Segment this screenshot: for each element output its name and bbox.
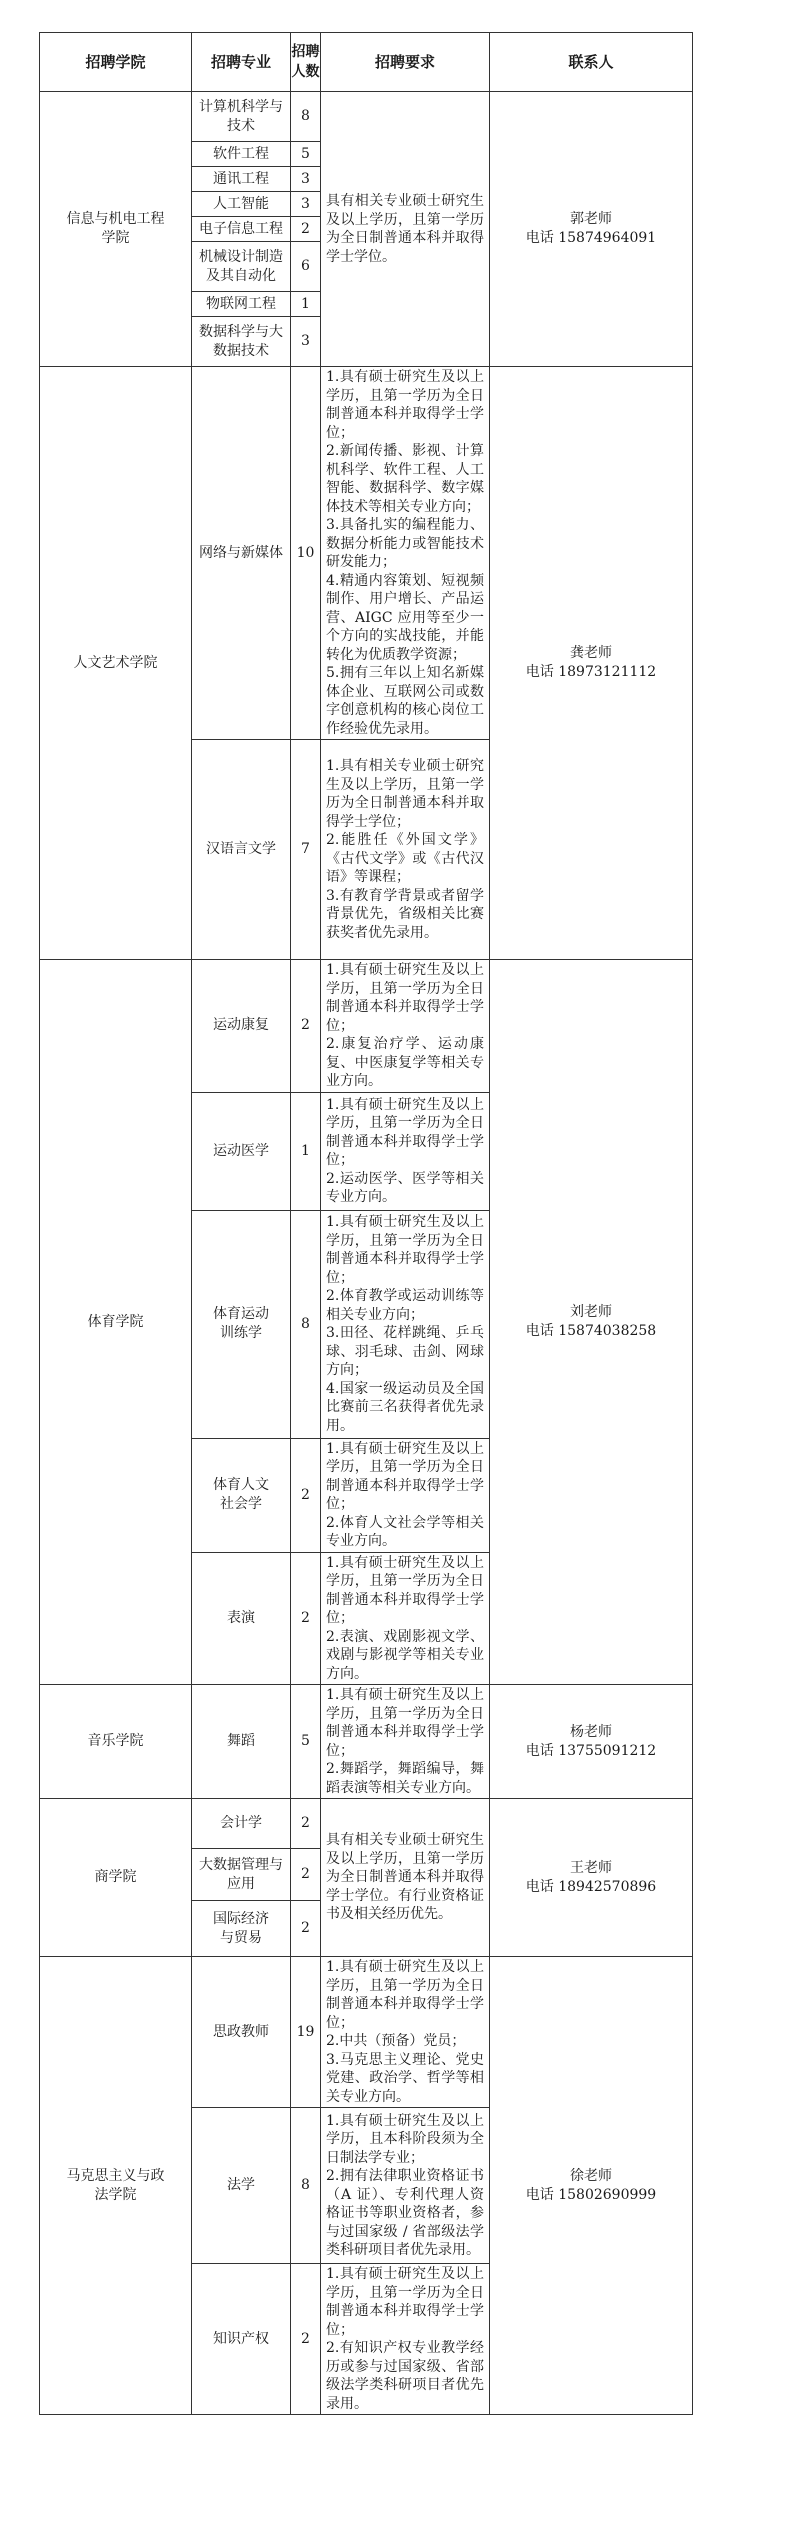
- major-cell: 运动医学: [192, 1092, 291, 1210]
- college-cell: 人文艺术学院: [40, 367, 192, 960]
- count-cell: 1: [291, 1092, 321, 1210]
- college-cell: 体育学院: [40, 960, 192, 1685]
- requirements-cell: 1.具有硕士研究生及以上学历，且第一学历为全日制普通本科并取得学士学位； 2.新闻传播、影视、计算机科学、软件工程、人工智能、数据科学、数字媒体技术等相关专业方向； 3.具备扎实的编程能力、数据分析能力或智能技术研发能力； 4.精通内容策划、短视频制作、用户增长、产品运营、AIGC 应用等至少一个方向的实战技能，并能转化为优质教学资源； 5.拥有三年以上知名新媒体企业、互联网公司或数字创意机构的核心岗位工作经验优先录用。: [321, 367, 490, 740]
- contact-cell: 龚老师 电话 18973121112: [490, 367, 693, 960]
- count-cell: 2: [291, 1901, 321, 1957]
- count-cell: 2: [291, 217, 321, 242]
- requirements-cell: 1.具有硕士研究生及以上学历，且第一学历为全日制普通本科并取得学士学位； 2.有知识产权专业教学经历或参与过国家级、省部级法学类科研项目者优先录用。: [321, 2264, 490, 2415]
- count-cell: 8: [291, 2108, 321, 2264]
- major-cell: 数据科学与大 数据技术: [192, 317, 291, 367]
- contact-cell: 刘老师 电话 15874038258: [490, 960, 693, 1685]
- major-cell: 物联网工程: [192, 292, 291, 317]
- requirements-cell: 1.具有相关专业硕士研究生及以上学历，且第一学历为全日制普通本科并取得学士学位； 2.能胜任《外国文学》《古代文学》或《古代汉语》等课程； 3.有教育学背景或者留学背景优先，省级相关比赛获奖者优先录用。: [321, 740, 490, 960]
- major-cell: 国际经济 与贸易: [192, 1901, 291, 1957]
- major-cell: 机械设计制造 及其自动化: [192, 242, 291, 292]
- count-cell: 10: [291, 367, 321, 740]
- requirements-cell: 1.具有硕士研究生及以上学历，且第一学历为全日制普通本科并取得学士学位； 2.体育教学或运动训练等相关专业方向； 3.田径、花样跳绳、乒乓球、羽毛球、击剑、网球方向； 4.国家一级运动员及全国比赛前三名获得者优先录用。: [321, 1210, 490, 1438]
- major-cell: 体育人文 社会学: [192, 1438, 291, 1552]
- major-cell: 法学: [192, 2108, 291, 2264]
- contact-cell: 王老师 电话 18942570896: [490, 1799, 693, 1957]
- count-cell: 2: [291, 1849, 321, 1901]
- count-cell: 2: [291, 2264, 321, 2415]
- contact-cell: 杨老师 电话 13755091212: [490, 1685, 693, 1799]
- major-cell: 计算机科学与 技术: [192, 92, 291, 142]
- college-cell: 商学院: [40, 1799, 192, 1957]
- contact-cell: 徐老师 电话 15802690999: [490, 1957, 693, 2415]
- college-cell: 马克思主义与政 法学院: [40, 1957, 192, 2415]
- requirements-cell: 1.具有硕士研究生及以上学历，且第一学历为全日制普通本科并取得学士学位； 2.中共（预备）党员； 3.马克思主义理论、党史党建、政治学、哲学等相关专业方向。: [321, 1957, 490, 2108]
- count-cell: 19: [291, 1957, 321, 2108]
- requirements-cell: 具有相关专业硕士研究生及以上学历，且第一学历为全日制普通本科并取得学士学位。有行业资格证书及相关经历优先。: [321, 1799, 490, 1957]
- header-college: 招聘学院: [40, 33, 192, 92]
- count-cell: 8: [291, 1210, 321, 1438]
- table-row: [40, 1685, 693, 1799]
- table-row: [40, 960, 693, 1093]
- major-cell: 大数据管理与 应用: [192, 1849, 291, 1901]
- count-cell: 3: [291, 317, 321, 367]
- requirements-cell: 1.具有硕士研究生及以上学历，且第一学历为全日制普通本科并取得学士学位； 2.运动医学、医学等相关专业方向。: [321, 1092, 490, 1210]
- major-cell: 网络与新媒体: [192, 367, 291, 740]
- college-cell: 音乐学院: [40, 1685, 192, 1799]
- count-cell: 8: [291, 92, 321, 142]
- major-cell: 汉语言文学: [192, 740, 291, 960]
- major-cell: 思政教师: [192, 1957, 291, 2108]
- major-cell: 软件工程: [192, 142, 291, 167]
- table-row: [40, 1957, 693, 2108]
- recruitment-table: [39, 32, 693, 2415]
- count-cell: 2: [291, 1438, 321, 1552]
- major-cell: 电子信息工程: [192, 217, 291, 242]
- count-cell: 6: [291, 242, 321, 292]
- major-cell: 人工智能: [192, 192, 291, 217]
- header-requirements: 招聘要求: [321, 33, 490, 92]
- major-cell: 运动康复: [192, 960, 291, 1093]
- count-cell: 7: [291, 740, 321, 960]
- table-row: [40, 1799, 693, 1849]
- count-cell: 2: [291, 1799, 321, 1849]
- requirements-cell: 具有相关专业硕士研究生及以上学历，且第一学历为全日制普通本科并取得学士学位。: [321, 92, 490, 367]
- count-cell: 1: [291, 292, 321, 317]
- table-row: [40, 367, 693, 740]
- major-cell: 知识产权: [192, 2264, 291, 2415]
- requirements-cell: 1.具有硕士研究生及以上学历，且第一学历为全日制普通本科并取得学士学位； 2.康复治疗学、运动康复、中医康复学等相关专业方向。: [321, 960, 490, 1093]
- contact-cell: 郭老师 电话 15874964091: [490, 92, 693, 367]
- count-cell: 5: [291, 1685, 321, 1799]
- requirements-cell: 1.具有硕士研究生及以上学历，且第一学历为全日制普通本科并取得学士学位； 2.体育人文社会学等相关专业方向。: [321, 1438, 490, 1552]
- count-cell: 5: [291, 142, 321, 167]
- requirements-cell: 1.具有硕士研究生及以上学历，且本科阶段须为全日制法学专业； 2.拥有法律职业资格证书（A 证）、专利代理人资格证书等职业资格者，参与过国家级 / 省部级法学类科研项目者优先录用。: [321, 2108, 490, 2264]
- requirements-cell: 1.具有硕士研究生及以上学历，且第一学历为全日制普通本科并取得学士学位； 2.表演、戏剧影视文学、戏剧与影视学等相关专业方向。: [321, 1552, 490, 1685]
- requirements-cell: 1.具有硕士研究生及以上学历，且第一学历为全日制普通本科并取得学士学位； 2.舞蹈学，舞蹈编导，舞蹈表演等相关专业方向。: [321, 1685, 490, 1799]
- major-cell: 体育运动 训练学: [192, 1210, 291, 1438]
- count-cell: 3: [291, 167, 321, 192]
- header-contact: 联系人: [490, 33, 693, 92]
- header-major: 招聘专业: [192, 33, 291, 92]
- major-cell: 舞蹈: [192, 1685, 291, 1799]
- header-count: 招聘 人数: [291, 33, 321, 92]
- college-cell: 信息与机电工程 学院: [40, 92, 192, 367]
- count-cell: 3: [291, 192, 321, 217]
- count-cell: 2: [291, 960, 321, 1093]
- table-header-row: [40, 33, 693, 92]
- count-cell: 2: [291, 1552, 321, 1685]
- major-cell: 通讯工程: [192, 167, 291, 192]
- major-cell: 会计学: [192, 1799, 291, 1849]
- major-cell: 表演: [192, 1552, 291, 1685]
- table-row: [40, 92, 693, 142]
